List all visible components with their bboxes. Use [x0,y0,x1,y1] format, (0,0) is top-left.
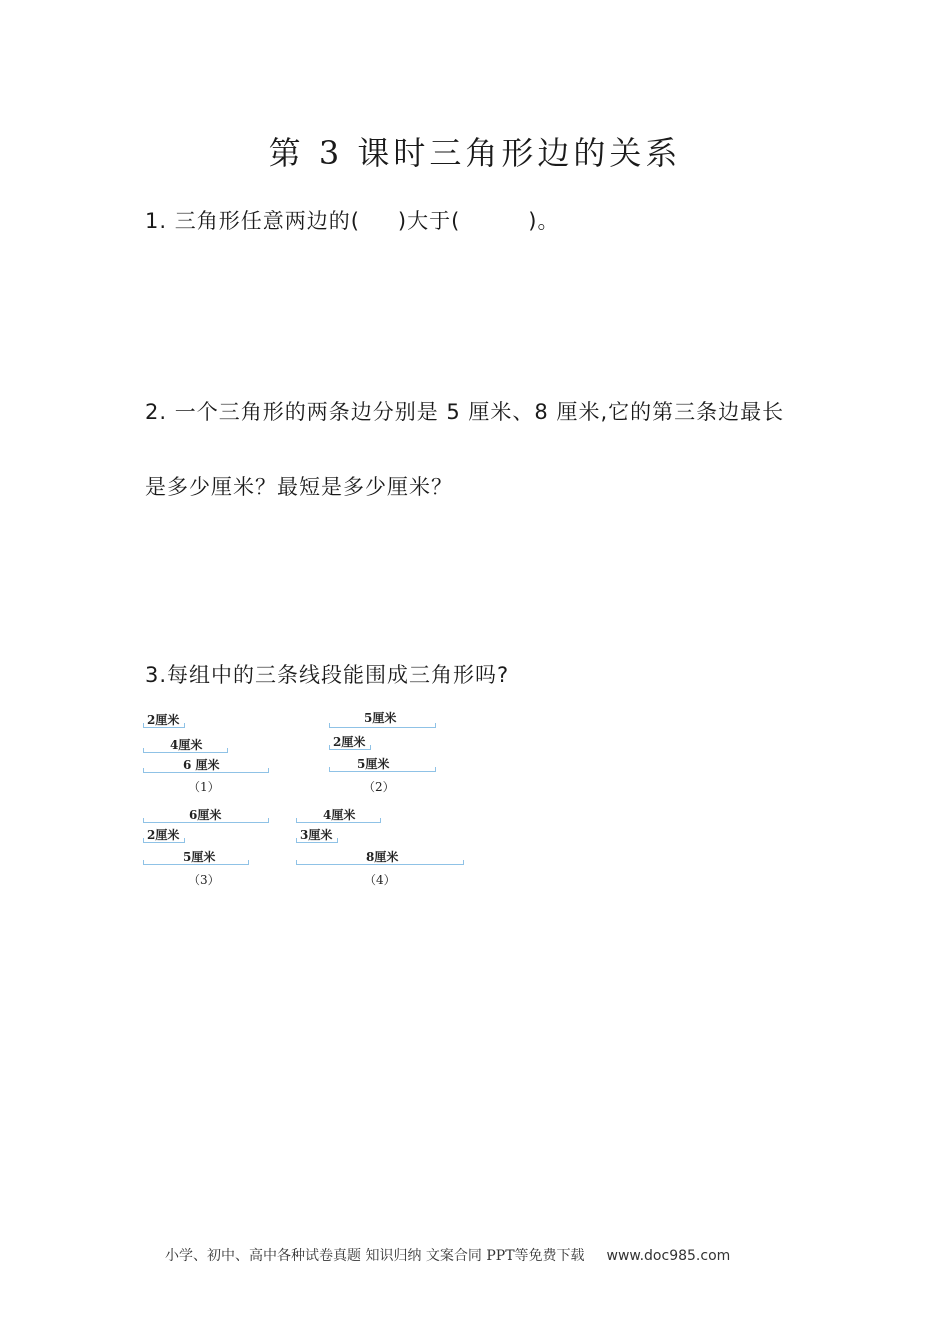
segment-label: 2厘米 [147,713,180,727]
segment-line [143,768,269,773]
segment-line [296,838,338,843]
segment-line [143,838,185,843]
segment-line [329,767,436,772]
segment-label: 5厘米 [183,850,216,864]
group-caption: （4） [364,873,396,887]
question-2-line-2: 是多少厘米？最短是多少厘米？ [145,475,453,499]
footer-text: 小学、初中、高中各种试卷真题 知识归纳 文案合同 PPT等免费下载 [165,1248,585,1264]
group-caption: （3） [188,873,220,887]
question-3: 3.每组中的三条线段能围成三角形吗? [145,663,510,687]
segment-label: 4厘米 [323,808,356,822]
footer-site-link[interactable]: www.doc985.com [606,1248,731,1264]
segment-2cm [329,733,371,750]
segment-label: 2厘米 [147,828,180,842]
segment-3cm [296,826,338,843]
segment-5cm [329,755,436,772]
segment-line [143,818,269,823]
segment-label: 4厘米 [170,738,203,752]
page-title: 第 3 课时三角形边的关系 [268,134,682,172]
segment-4cm [296,806,381,823]
footer [165,1245,730,1265]
segment-label: 8厘米 [366,850,399,864]
question-1-tail: )。 [528,209,560,233]
segment-8cm [296,848,464,865]
segment-5cm [329,709,436,728]
segment-6cm [143,806,269,823]
segment-5cm [143,848,249,865]
segment-label: 6 厘米 [183,758,220,772]
question-1-lead: 1. 三角形任意两边的( [145,209,360,233]
segment-line [296,860,464,865]
segment-line [143,860,249,865]
segment-label: 5厘米 [364,711,397,725]
segment-6cm [143,756,269,773]
segment-label: 2厘米 [333,735,366,749]
segment-label: 5厘米 [357,757,390,771]
group-caption: （2） [363,780,395,794]
segment-2cm [143,711,185,728]
segment-label: 3厘米 [300,828,333,842]
segment-4cm [143,736,228,753]
question-1 [145,205,560,235]
segment-line [329,723,436,728]
segment-label: 6厘米 [189,808,222,822]
segment-line [143,748,228,753]
group-caption: （1） [188,780,220,794]
question-1-mid: )大于( [397,209,461,233]
segment-2cm [143,826,185,843]
question-2-line-1: 2. 一个三角形的两条边分别是 5 厘米、8 厘米,它的第三条边最长 [145,400,785,424]
segment-line [143,723,185,728]
segment-line [296,818,381,823]
segment-line [329,745,371,750]
